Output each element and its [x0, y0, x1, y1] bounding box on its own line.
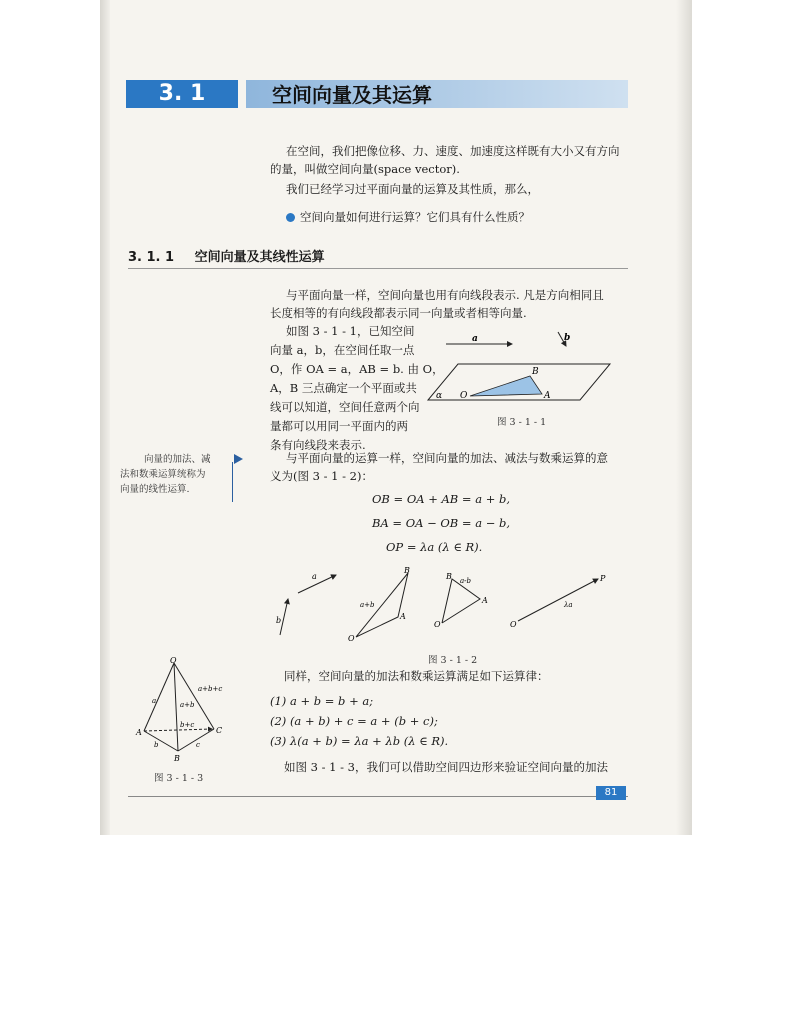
para2-line-3: O，作 OA = a，AB = b. 由 O， [270, 362, 444, 376]
fig2-label-B1: B [404, 566, 410, 575]
figure-3-1-2 [270, 565, 620, 645]
equation-2: BA = OA − OB = a − b, [372, 516, 511, 530]
subsection-title: 空间向量及其线性运算 [194, 250, 325, 265]
figure-3-1-3 [134, 655, 234, 765]
side-note-bar [232, 462, 233, 502]
fig1-label-a: a [472, 334, 478, 344]
section-number: 3. 1 [126, 80, 238, 108]
side-note-flag-icon [234, 454, 243, 464]
fig1-label-B: B [532, 367, 539, 377]
fig3-label-A: A [136, 728, 142, 737]
fig2-label-O3: O [510, 620, 517, 629]
figure-3-1-1 [420, 328, 620, 408]
fig2-label-b: b [276, 616, 282, 625]
fig2-label-O1: O [348, 634, 355, 643]
side-note [120, 452, 232, 497]
fig3-caption: 图 3 - 1 - 3 [154, 773, 204, 784]
page-number: 81 [596, 786, 626, 800]
para1-line-2: 长度相等的有向线段都表示同一向量或者相等向量. [270, 306, 527, 320]
intro-question: 空间向量如何进行运算？它们具有什么性质？ [300, 210, 530, 224]
para2-line-6: 量都可以用同一平面内的两 [270, 419, 408, 433]
section-title: 空间向量及其运算 [272, 83, 432, 107]
fig1-label-alpha: α [436, 391, 443, 401]
edge-OC [174, 663, 214, 729]
fig1-label-b: b [564, 333, 571, 343]
para3-line-1: 与平面向量的运算一样，空间向量的加法、减法与数乘运算的意 [286, 451, 608, 465]
fig3-label-apbpc: a+b+c [198, 685, 223, 693]
fig3-label-b: b [154, 741, 159, 749]
fig3-label-apb: a+b [180, 701, 195, 709]
fig2-label-la: λa [564, 601, 573, 609]
fig2-label-A2: A [482, 596, 488, 605]
para2-line-7: 条有向线段来表示. [270, 438, 366, 452]
fig2-label-apb: a+b [360, 601, 375, 609]
fig2-label-a: a [312, 572, 317, 581]
fig2-label-B2: B [446, 572, 452, 581]
para2-line-2: 向量 a，b，在空间任取一点 [270, 343, 415, 357]
fig1-label-A: A [544, 391, 551, 401]
fig3-label-a: a [152, 697, 157, 705]
equation-1: OB = OA + AB = a + b, [372, 492, 511, 506]
side-note-line-1: 向量的加法、减 [144, 454, 211, 465]
fig2-label-amb: a-b [460, 577, 472, 585]
para5: 如图 3 - 1 - 3，我们可以借助空间四边形来验证空间向量的加法 [284, 760, 608, 774]
footer-rule [128, 796, 628, 797]
edge-OA [144, 663, 174, 731]
subsection-rule [128, 268, 628, 269]
fig2-triangle-sub [442, 579, 480, 623]
fig1-label-O: O [460, 391, 468, 401]
fig3-label-C: C [216, 726, 223, 735]
fig2-vector-la [518, 579, 598, 621]
fig2-caption: 图 3 - 1 - 2 [428, 655, 478, 666]
fig3-label-O: O [170, 656, 177, 665]
law-2: (2) (a + b) + c = a + (b + c); [270, 714, 438, 728]
fig2-vector-b [280, 599, 288, 635]
fig3-label-bpc: b+c [180, 721, 195, 729]
edge-AC [144, 729, 212, 731]
fig3-label-c: c [196, 741, 200, 749]
para1-line-1: 与平面向量一样，空间向量也用有向线段表示. 凡是方向相同且 [286, 288, 604, 302]
intro-line-1: 在空间，我们把像位移、力、速度、加速度这样既有大小又有方向 [286, 144, 620, 158]
fig2-vector-a [298, 575, 336, 593]
fig1-caption: 图 3 - 1 - 1 [497, 417, 547, 428]
triangle-OAB [470, 376, 542, 396]
bullet-icon [286, 213, 295, 222]
fig3-label-B: B [174, 754, 180, 763]
law-1: (1) a + b = b + a; [270, 694, 374, 708]
fig2-label-A1: A [400, 612, 406, 621]
equation-3: OP = λa (λ ∈ R). [386, 540, 483, 554]
edge-AB [144, 731, 178, 751]
para2-line-5: 线可以知道，空间任意两个向 [270, 400, 420, 414]
para4: 同样，空间向量的加法和数乘运算满足如下运算律： [284, 669, 549, 683]
fig2-label-O2: O [434, 620, 441, 629]
subsection-number: 3. 1. 1 [128, 250, 175, 265]
law-3: (3) λ(a + b) = λa + λb (λ ∈ R). [270, 734, 449, 748]
side-note-line-2: 法和数乘运算统称为 [120, 469, 206, 480]
fig2-label-P: P [600, 574, 606, 583]
intro-line-2: 的量，叫做空间向量(space vector). [270, 162, 460, 176]
side-note-line-3: 向量的线性运算. [120, 484, 190, 495]
intro-line-3: 我们已经学习过平面向量的运算及其性质，那么， [286, 182, 539, 196]
para3-line-2: 义为(图 3 - 1 - 2)： [270, 469, 373, 483]
page-shadow-right [676, 0, 692, 835]
para2-line-4: A，B 三点确定一个平面或共 [270, 381, 417, 395]
para2-line-1: 如图 3 - 1 - 1，已知空间 [286, 324, 415, 338]
subsection-heading [128, 246, 325, 265]
edge-OB [174, 663, 178, 751]
